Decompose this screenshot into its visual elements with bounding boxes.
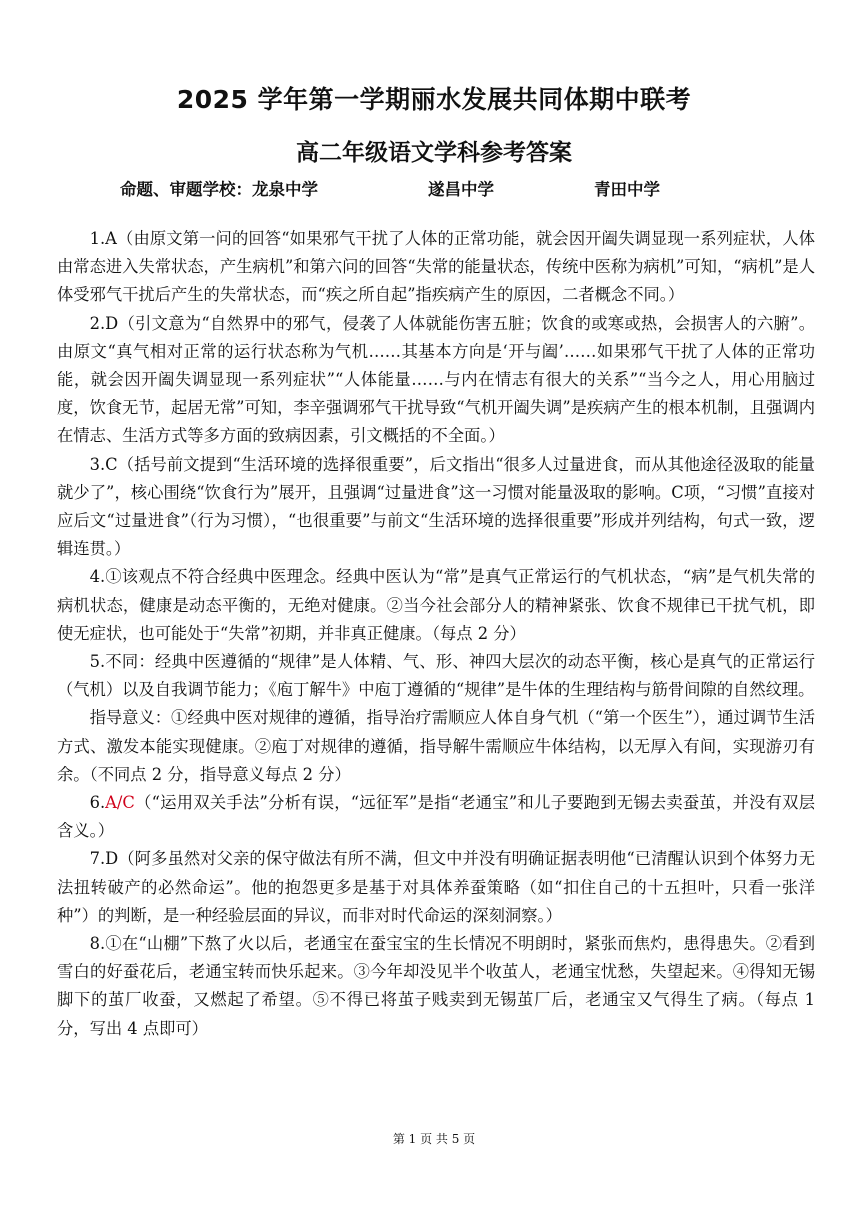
answer-6 bbox=[57, 789, 815, 845]
answer-3: 3.C（括号前文提到“生活环境的选择很重要”，后文指出“很多人过量进食，而从其他途径汲取的能量就少了”，核心围绕“饮食行为”展开，且强调“过量进食”这一习惯对能量汲取的影响。C项，“习惯”直接对应后文“过量进食”（行为习惯），“也很重要”与前文“生活环境的选择很重要”形成并列结构，句式一致，逻辑连贯。） bbox=[57, 454, 815, 559]
document-subtitle: 高二年级语文学科参考答案 bbox=[296, 140, 572, 166]
answer-5: 5.不同：经典中医遵循的“规律”是人体精、气、形、神四大层次的动态平衡，核心是真气的正常运行（气机）以及自我调节能力；《庖丁解牛》中庖丁遵循的“规律”是牛体的生理结构与筋骨间隙的自然纹理。 bbox=[57, 652, 815, 700]
schools-label: 命题、审题学校：龙泉中学 bbox=[120, 180, 318, 199]
answer-1: 1.A（由原文第一问的回答“如果邪气干扰了人体的正常功能，就会因开阖失调显现一系列症状，人体由常态进入失常状态，产生病机”和第六问的回答“失常的能量状态，传统中医称为病机”可知，“病机”是人体受邪气干扰后产生的失常状态，而“疾之所自起”指疾病产生的原因，二者概念不同。） bbox=[57, 229, 815, 305]
page-number: 第 1 页 共 5 页 bbox=[392, 1132, 476, 1146]
school-qingtian: 青田中学 bbox=[594, 180, 660, 199]
answer-2: 2.D（引文意为“自然界中的邪气，侵袭了人体就能伤害五脏；饮食的或寒或热，会损害人的六腑”。由原文“真气相对正常的运行状态称为气机……其基本方向是‘开与阖’……如果邪气干扰了人体的正常功能，就会因开阖失调显现一系列症状”“人体能量……与内在情志有很大的关系”“当今之人，用心用脑过度，饮食无节，起居无常”可知，李辛强调邪气干扰导致“气机开阖失调”是疾病产生的根本机制，且强调内在情志、生活方式等多方面的致病因素，引文概括的不全面。） bbox=[57, 313, 815, 446]
document-title: 2025 学年第一学期丽水发展共同体期中联考 bbox=[176, 85, 692, 114]
answer-5-guidance: 指导意义：①经典中医对规律的遵循，指导治疗需顺应人体自身气机（“第一个医生”），通过调节生活方式、激发本能实现健康。②庖丁对规律的遵循，指导解牛需顺应牛体结构，以无厚入有间，实现游刃有余。（不同点 2 分，指导意义每点 2 分） bbox=[57, 708, 815, 784]
answer-list bbox=[57, 225, 815, 1043]
answer-6-choice: A/C bbox=[105, 793, 135, 813]
answer-4: 4.①该观点不符合经典中医理念。经典中医认为“常”是真气正常运行的气机状态，“病”是气机失常的病机状态，健康是动态平衡的，无绝对健康。②当今社会部分人的精神紧张、饮食不规律已干扰气机，即使无症状，也可能处于“失常”初期，并非真正健康。（每点 2 分） bbox=[57, 567, 815, 643]
answer-7: 7.D（阿多虽然对父亲的保守做法有所不满，但文中并没有明确证据表明他“已清醒认识到个体努力无法扭转破产的必然命运”。他的抱怨更多是基于对具体养蚕策略（如“扣住自己的十五担叶，只看一张洋种”）的判断，是一种经验层面的异议，而非对时代命运的深刻洞察。） bbox=[57, 849, 815, 925]
answer-6-explanation: （“运用双关手法”分析有误，“远征军”是指“老通宝”和儿子要跑到无锡去卖蚕茧，并没有双层含义。） bbox=[57, 793, 815, 841]
answer-6-number: 6. bbox=[89, 793, 106, 813]
school-suichang: 遂昌中学 bbox=[428, 180, 494, 199]
answer-8: 8.①在“山棚”下熬了火以后，老通宝在蚕宝宝的生长情况不明朗时，紧张而焦灼，患得患失。②看到雪白的好蚕花后，老通宝转而快乐起来。③今年却没见半个收茧人，老通宝忧愁，失望起来。④得知无锡脚下的茧厂收蚕，又燃起了希望。⑤不得已将茧子贱卖到无锡茧厂后，老通宝又气得生了病。（每点 1 分，写出 4 点即可） bbox=[57, 934, 815, 1038]
